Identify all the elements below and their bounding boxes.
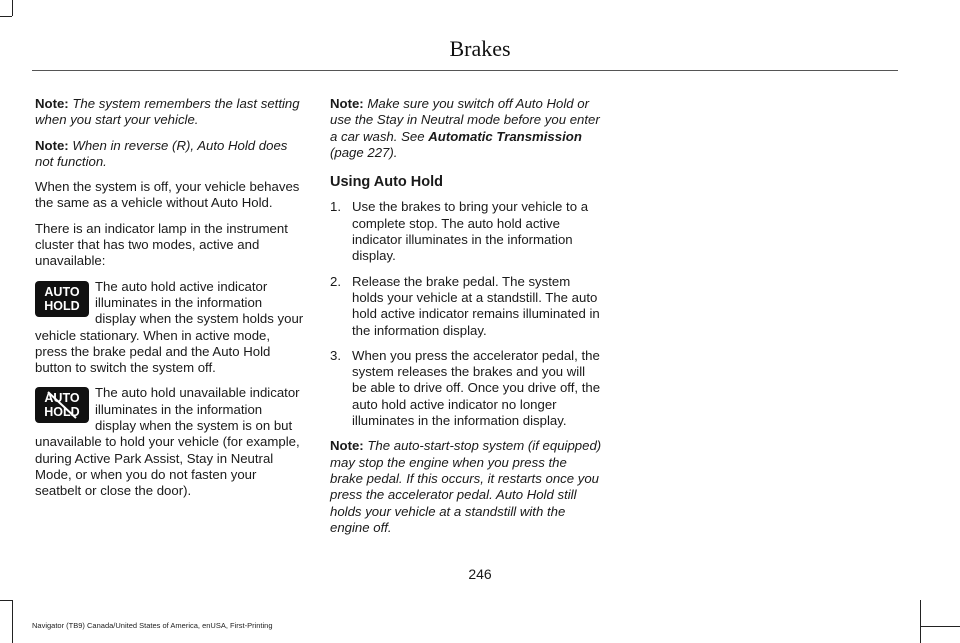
strike-through-icon: [35, 387, 89, 423]
step-text: Release the brake pedal. The system holds your vehicle at a standstill. The auto hold active indicator remains illuminated in the information display.: [352, 273, 600, 338]
note-remembers: [35, 96, 305, 129]
lamp-unavailable-text: The auto hold unavailable indicator illuminates in the information display when the system is on but unavailable to hold your vehicle (for example, during Active Park Assist, Stay in Neutral Mode, or when you do not fasten your seatbelt or close the door).: [35, 385, 300, 499]
note-label: Note:: [35, 96, 69, 111]
step-text: When you press the accelerator pedal, the system releases the brakes and you will be able to drive off. Once you drive off, the auto hold active indicator no longer illuminates in the information display.: [352, 347, 601, 429]
section-heading: Using Auto Hold: [330, 174, 444, 191]
step-number: 1.: [330, 199, 341, 215]
list-item: [330, 348, 602, 429]
list-item: [330, 274, 602, 339]
note-reverse: [35, 138, 305, 171]
note-label: Note:: [330, 96, 364, 111]
step-number: 3.: [330, 347, 341, 363]
auto-hold-unavailable-icon: [35, 387, 89, 423]
crop-mark: [0, 16, 12, 17]
note-text: Make sure you switch off Auto Hold or use the Stay in Neutral mode before you enter a car wash. See: [330, 96, 600, 144]
left-column: [35, 96, 305, 509]
paragraph-system-off: When the system is off, your vehicle behaves the same as a vehicle without Auto Hold.: [35, 179, 300, 211]
lamp-text-line1: AUTO: [44, 284, 80, 299]
lamp-unavailable-description: [35, 385, 305, 499]
list-item: [330, 199, 602, 264]
page-number: 246: [468, 566, 492, 582]
lamp-text-line1: AUTO: [44, 391, 80, 406]
crop-mark: [0, 600, 12, 601]
crop-mark: [12, 600, 13, 643]
crop-mark: [12, 0, 13, 16]
lamp-text-line2: HOLD: [44, 405, 80, 420]
note-auto-start-stop: [330, 438, 602, 536]
step-number: 2.: [330, 273, 341, 289]
auto-hold-active-icon: [35, 281, 89, 317]
step-text: Use the brakes to bring your vehicle to a complete stop. The auto hold active indicator illuminates in the information display.: [352, 199, 589, 264]
steps-list: [330, 199, 602, 429]
right-column: [330, 96, 602, 545]
cross-reference-link[interactable]: Automatic Transmission: [428, 128, 582, 144]
note-text: The system remembers the last setting when you start your vehicle.: [35, 96, 300, 128]
page-reference: (page 227).: [330, 144, 398, 160]
note-label: Note:: [330, 438, 364, 454]
note-car-wash: [330, 96, 602, 161]
page-title: Brakes: [449, 36, 511, 61]
header-divider: [32, 70, 898, 71]
note-text: The auto-start-stop system (if equipped) may stop the engine when you press the brake pedal. If this occurs, it restarts once you press the accelerator pedal. Auto Hold still holds your vehicle at a standstill with the engine off.: [330, 438, 602, 535]
crop-mark: [920, 626, 960, 627]
lamp-text-line2: HOLD: [44, 298, 80, 313]
lamp-active-description: [35, 279, 305, 377]
crop-mark: [920, 600, 921, 643]
note-text: When in reverse (R), Auto Hold does not function.: [35, 137, 288, 169]
lamp-active-text: The auto hold active indicator illuminates in the information display when the system holds your vehicle stationary. When in active mode, press the brake pedal and the Auto Hold button to switch the system off.: [35, 278, 304, 376]
note-label: Note:: [35, 137, 69, 153]
paragraph-indicator-lamp: There is an indicator lamp in the instrument cluster that has two modes, active and unavailable:: [35, 220, 288, 269]
edition-footer: Navigator (TB9) Canada/United States of America, enUSA, First-Printing: [32, 621, 273, 630]
